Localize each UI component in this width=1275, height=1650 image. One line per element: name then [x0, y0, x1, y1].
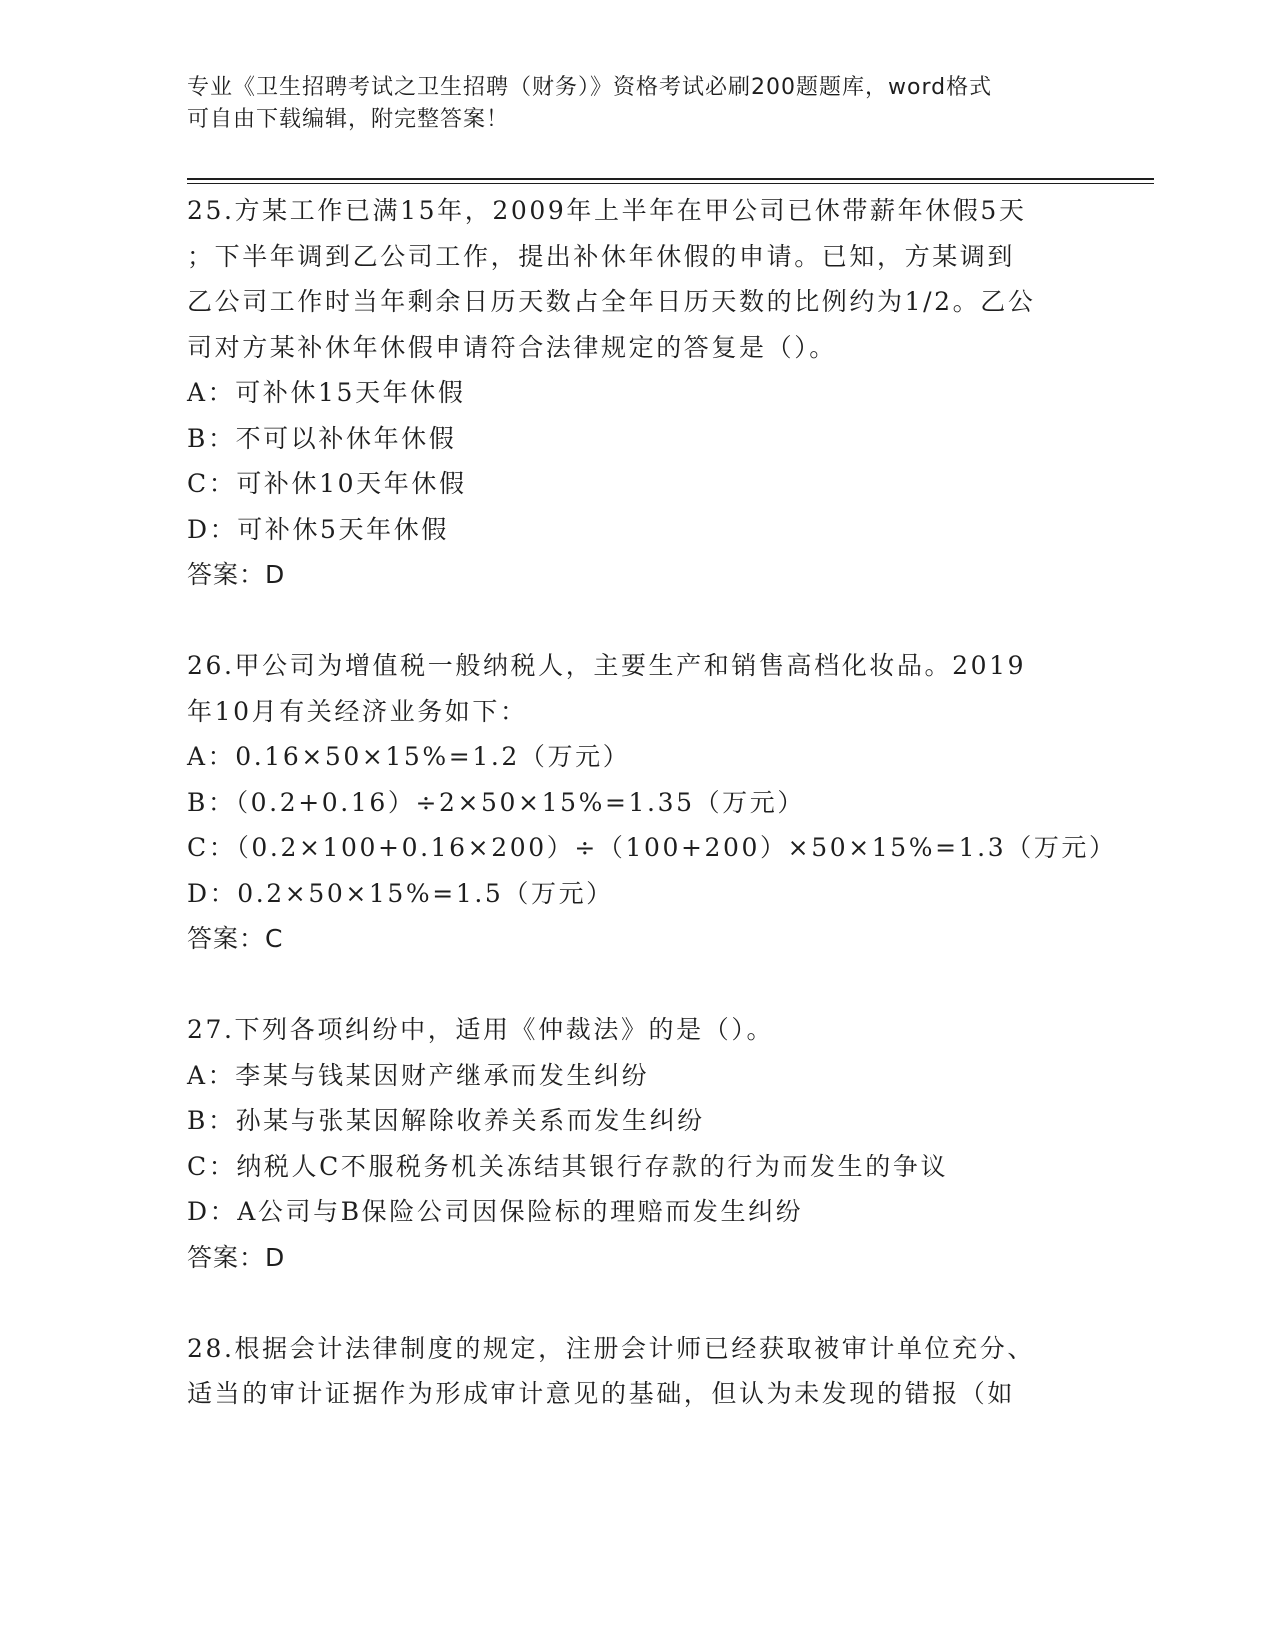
- question-stem-line: 年10月有关经济业务如下：: [187, 696, 528, 726]
- question-25: [187, 188, 1087, 598]
- option-a: A：李某与钱某因财产继承而发生纠纷: [187, 1060, 650, 1090]
- option-d: D：0.2×50×15%=1.5（万元）: [187, 878, 614, 908]
- question-spacer: [187, 598, 1087, 644]
- answer-line: 答案：D: [187, 1242, 286, 1272]
- option-c: C：（0.2×100+0.16×200）÷（100+200）×50×15%=1.3（万元）: [187, 833, 1117, 862]
- option-d: D：可补休5天年休假: [187, 514, 449, 544]
- question-stem-line: 27.下列各项纠纷中，适用《仲裁法》的是（）。: [187, 1015, 775, 1044]
- answer-line: 答案：C: [187, 924, 284, 953]
- option-c: C：纳税人C不服税务机关冻结其银行存款的行为而发生的争议: [187, 1151, 949, 1181]
- header-line-1: 专业《卫生招聘考试之卫生招聘（财务）》资格考试必刷200题题库，word格式: [187, 75, 993, 100]
- header-divider-thin: [187, 183, 1154, 184]
- question-stem-line: 25.方某工作已满15年，2009年上半年在甲公司已休带薪年休假5天: [187, 196, 1027, 225]
- answer-line: 答案：D: [187, 560, 286, 589]
- option-b: B：孙某与张某因解除收养关系而发生纠纷: [187, 1106, 705, 1135]
- question-stem-line: ；下半年调到乙公司工作，提出补休年休假的申请。已知，方某调到: [187, 241, 1016, 271]
- header-divider-thick: [187, 178, 1154, 180]
- option-a: A：0.16×50×15%=1.2（万元）: [187, 742, 631, 771]
- question-list: [187, 188, 1117, 1417]
- question-stem-line: 司对方某补休年休假申请符合法律规定的答复是（）。: [187, 332, 837, 362]
- document-header: [187, 72, 1087, 136]
- question-stem-line: 28.根据会计法律制度的规定，注册会计师已经获取被审计单位充分、: [187, 1333, 1035, 1363]
- option-c: C：可补休10天年休假: [187, 469, 467, 498]
- question-spacer: [187, 1280, 1087, 1326]
- question-stem-line: 26.甲公司为增值税一般纳税人，主要生产和销售高档化妆品。2019: [187, 651, 1027, 680]
- question-stem-line: 适当的审计证据作为形成审计意见的基础，但认为未发现的错报（如: [187, 1379, 1016, 1408]
- option-b: B：（0.2+0.16）÷2×50×15%=1.35（万元）: [187, 787, 805, 817]
- question-26: [187, 643, 1117, 962]
- question-28: [187, 1326, 1087, 1417]
- question-27: [187, 1007, 1087, 1280]
- option-d: D：A公司与B保险公司因保险标的理赔而发生纠纷: [187, 1197, 804, 1226]
- question-stem-line: 乙公司工作时当年剩余日历天数占全年日历天数的比例约为1/2。乙公: [187, 287, 1036, 316]
- option-b: B：不可以补休年休假: [187, 423, 457, 453]
- option-a: A：可补休15天年休假: [187, 378, 466, 407]
- question-spacer: [187, 962, 1087, 1008]
- header-line-2: 可自由下载编辑，附完整答案！: [187, 107, 510, 132]
